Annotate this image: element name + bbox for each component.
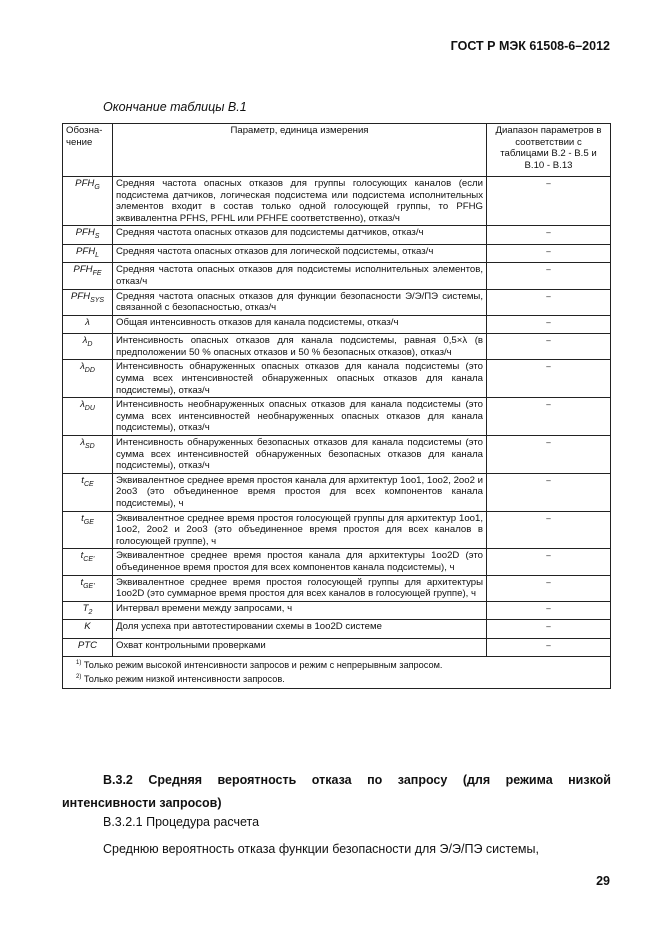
range-cell: –: [487, 177, 611, 226]
parameter-cell: Средняя частота опасных отказов для логической подсистемы, отказ/ч: [113, 244, 487, 263]
parameter-cell: Доля успеха при автотестировании схемы в 1oo2D системе: [113, 620, 487, 639]
table-row: [63, 177, 611, 226]
symbol-cell: [63, 620, 113, 639]
parameter-cell: Средняя частота опасных отказов для функции безопасности Э/Э/ПЭ системы, связанной с безопасностью, отказ/ч: [113, 289, 487, 315]
symbol-base: PTC: [77, 639, 98, 651]
symbol-base: λ: [82, 335, 88, 347]
range-cell: –: [487, 360, 611, 398]
column-header-range: Диапазон параметров в соответствии с таблицами В.2 - В.5 и В.10 - В.13: [487, 124, 611, 177]
symbol-cell: [63, 263, 113, 289]
table-row: [63, 549, 611, 575]
symbol-subscript: GE: [83, 518, 94, 526]
symbol-subscript: SD: [85, 442, 95, 450]
symbol-base: K: [84, 621, 91, 633]
symbol-subscript: D: [87, 341, 93, 349]
range-cell: –: [487, 436, 611, 474]
symbol-subscript: G: [94, 183, 100, 191]
parameter-cell: Эквивалентное среднее время простоя голосующей группы для архитектуры 1oo2D (это суммарное время простоя для всех каналов в голосующей группе), ч: [113, 575, 487, 601]
table-row: [63, 226, 611, 245]
table-header-row: [63, 124, 611, 177]
footnote: [63, 672, 611, 688]
symbol-base: t: [80, 576, 84, 588]
document-code: ГОСТ Р МЭК 61508-6–2012: [450, 39, 610, 53]
column-header-symbol: Обозна-чение: [63, 124, 113, 177]
parameter-cell: Охват контрольными проверками: [113, 638, 487, 657]
symbol-subscript: FE: [92, 270, 102, 278]
symbol-cell: [63, 575, 113, 601]
symbol-subscript: L: [95, 251, 100, 259]
table-row: [63, 334, 611, 360]
table-row: [63, 244, 611, 263]
footnote-mark: 2): [76, 673, 82, 680]
symbol-base: λ: [80, 437, 85, 448]
table-row: [63, 511, 611, 549]
symbol-subscript: DD: [84, 367, 95, 375]
symbol-cell: [63, 638, 113, 657]
symbol-cell: [63, 436, 113, 474]
symbol-subscript: S: [94, 233, 100, 241]
symbol-cell: [63, 511, 113, 549]
parameter-cell: Интенсивность опасных отказов для канала подсистемы, равная 0,5×λ (в предположении 50 % опасных отказов и 50 % безопасных отказов), отказ/ч: [113, 334, 487, 360]
symbol-cell: [63, 289, 113, 315]
symbol-subscript: CE': [83, 556, 95, 564]
footnote-row: [63, 672, 611, 688]
footnote-text: Только режим высокой интенсивности запросов и режим с непрерывным запросом.: [83, 660, 443, 671]
symbol-subscript: GE': [83, 582, 95, 590]
range-cell: –: [487, 398, 611, 436]
table-row: [63, 360, 611, 398]
parameter-cell: Общая интенсивность отказов для канала подсистемы, отказ/ч: [113, 315, 487, 334]
parameter-cell: Эквивалентное среднее время простоя канала для архитектур 1oo1, 1oo2, 2oo2 и 2oo3 (это объединенное время простоя для всех компонентов канала подсистемы), ч: [113, 473, 487, 511]
symbol-base: PFH: [70, 290, 91, 302]
range-cell: –: [487, 601, 611, 620]
symbol-base: t: [81, 512, 84, 524]
symbol-cell: [63, 244, 113, 263]
symbol-cell: [63, 601, 113, 620]
parameter-cell: Интенсивность обнаруженных безопасных отказов для канала подсистемы (это сумма всех интенсивностей обнаруженных безопасных отказов для канала подсистемы), отказ/ч: [113, 436, 487, 474]
symbol-base: t: [81, 474, 84, 486]
footnote-row: [63, 657, 611, 672]
table-row: [63, 263, 611, 289]
symbol-subscript: SYS: [90, 296, 105, 304]
footnote-mark: 1): [76, 660, 82, 667]
range-cell: –: [487, 638, 611, 657]
range-cell: –: [487, 315, 611, 334]
range-cell: –: [487, 244, 611, 263]
parameter-cell: Средняя частота опасных отказов для группы голосующих каналов (если подсистема датчиков, логическая подсистема или подсистема исполнительных элементов входит в состав только одной голосующей группы, то PFHG эквивалентна PFHS, PFHL или PFHFE соответственно), отказ/ч: [113, 177, 487, 226]
parameter-cell: Средняя частота опасных отказов для подсистемы датчиков, отказ/ч: [113, 226, 487, 245]
range-cell: –: [487, 289, 611, 315]
range-cell: –: [487, 473, 611, 511]
table-row: [63, 315, 611, 334]
column-header-parameter: Параметр, единица измерения: [113, 124, 487, 177]
symbol-base: λ: [80, 399, 85, 411]
symbol-base: t: [80, 550, 84, 562]
table-row: [63, 575, 611, 601]
table-row: [63, 638, 611, 657]
symbol-subscript: CE: [83, 480, 94, 488]
page-number: 29: [596, 874, 610, 888]
symbol-cell: [63, 334, 113, 360]
parameter-table: [62, 123, 611, 689]
parameter-cell: Интенсивность обнаруженных опасных отказов для канала подсистемы (это сумма всех интенсивностей обнаруженных опасных отказов для канала подсистемы), отказ/ч: [113, 360, 487, 398]
symbol-cell: [63, 315, 113, 334]
symbol-base: T: [82, 602, 89, 614]
symbol-base: PFH: [75, 178, 95, 189]
table-row: [63, 620, 611, 639]
parameter-cell: Интенсивность необнаруженных опасных отказов для канала подсистемы (это сумма всех интенсивностей необнаруженных опасных отказов для канала подсистемы), отказ/ч: [113, 398, 487, 436]
range-cell: –: [487, 511, 611, 549]
range-cell: –: [487, 334, 611, 360]
symbol-base: PFH: [75, 227, 95, 239]
table-row: [63, 398, 611, 436]
table-row: [63, 473, 611, 511]
range-cell: –: [487, 263, 611, 289]
parameter-cell: Средняя частота опасных отказов для подсистемы исполнительных элементов, отказ/ч: [113, 263, 487, 289]
range-cell: –: [487, 620, 611, 639]
table-row: [63, 436, 611, 474]
footnote: [63, 657, 611, 672]
symbol-cell: [63, 398, 113, 436]
symbol-cell: [63, 226, 113, 245]
subsection-heading: В.3.2.1 Процедура расчета: [103, 815, 260, 829]
range-cell: –: [487, 575, 611, 601]
symbol-cell: [63, 360, 113, 398]
table-caption: Окончание таблицы В.1: [103, 100, 247, 114]
table-row: [63, 601, 611, 620]
symbol-base: PFH: [75, 245, 96, 257]
symbol-subscript: DU: [84, 405, 95, 413]
range-cell: –: [487, 226, 611, 245]
parameter-cell: Эквивалентное среднее время простоя голосующей группы для архитектур 1oo1, 1oo2, 2oo2 и 2oo3 (это объединенное время простоя для всех каналов в голосующей группе), ч: [113, 511, 487, 549]
table-row: [63, 289, 611, 315]
body-paragraph: Среднюю вероятность отказа функции безопасности для Э/Э/ПЭ системы,: [103, 842, 539, 856]
range-cell: –: [487, 549, 611, 575]
symbol-cell: [63, 473, 113, 511]
symbol-base: PFH: [73, 264, 93, 276]
symbol-cell: [63, 177, 113, 226]
symbol-base: λ: [85, 316, 90, 328]
section-heading: В.3.2 Средняя вероятность отказа по запросу (для режима низкой интенсивности запросов): [62, 773, 611, 810]
footnote-text: Только режим низкой интенсивности запросов.: [83, 673, 285, 684]
symbol-subscript: 2: [88, 608, 93, 616]
symbol-base: λ: [80, 361, 85, 373]
symbol-cell: [63, 549, 113, 575]
parameter-cell: Интервал времени между запросами, ч: [113, 601, 487, 620]
parameter-cell: Эквивалентное среднее время простоя канала для архитектуры 1oo2D (это объединенное время простоя для всех компонентов канала подсистемы), ч: [113, 549, 487, 575]
